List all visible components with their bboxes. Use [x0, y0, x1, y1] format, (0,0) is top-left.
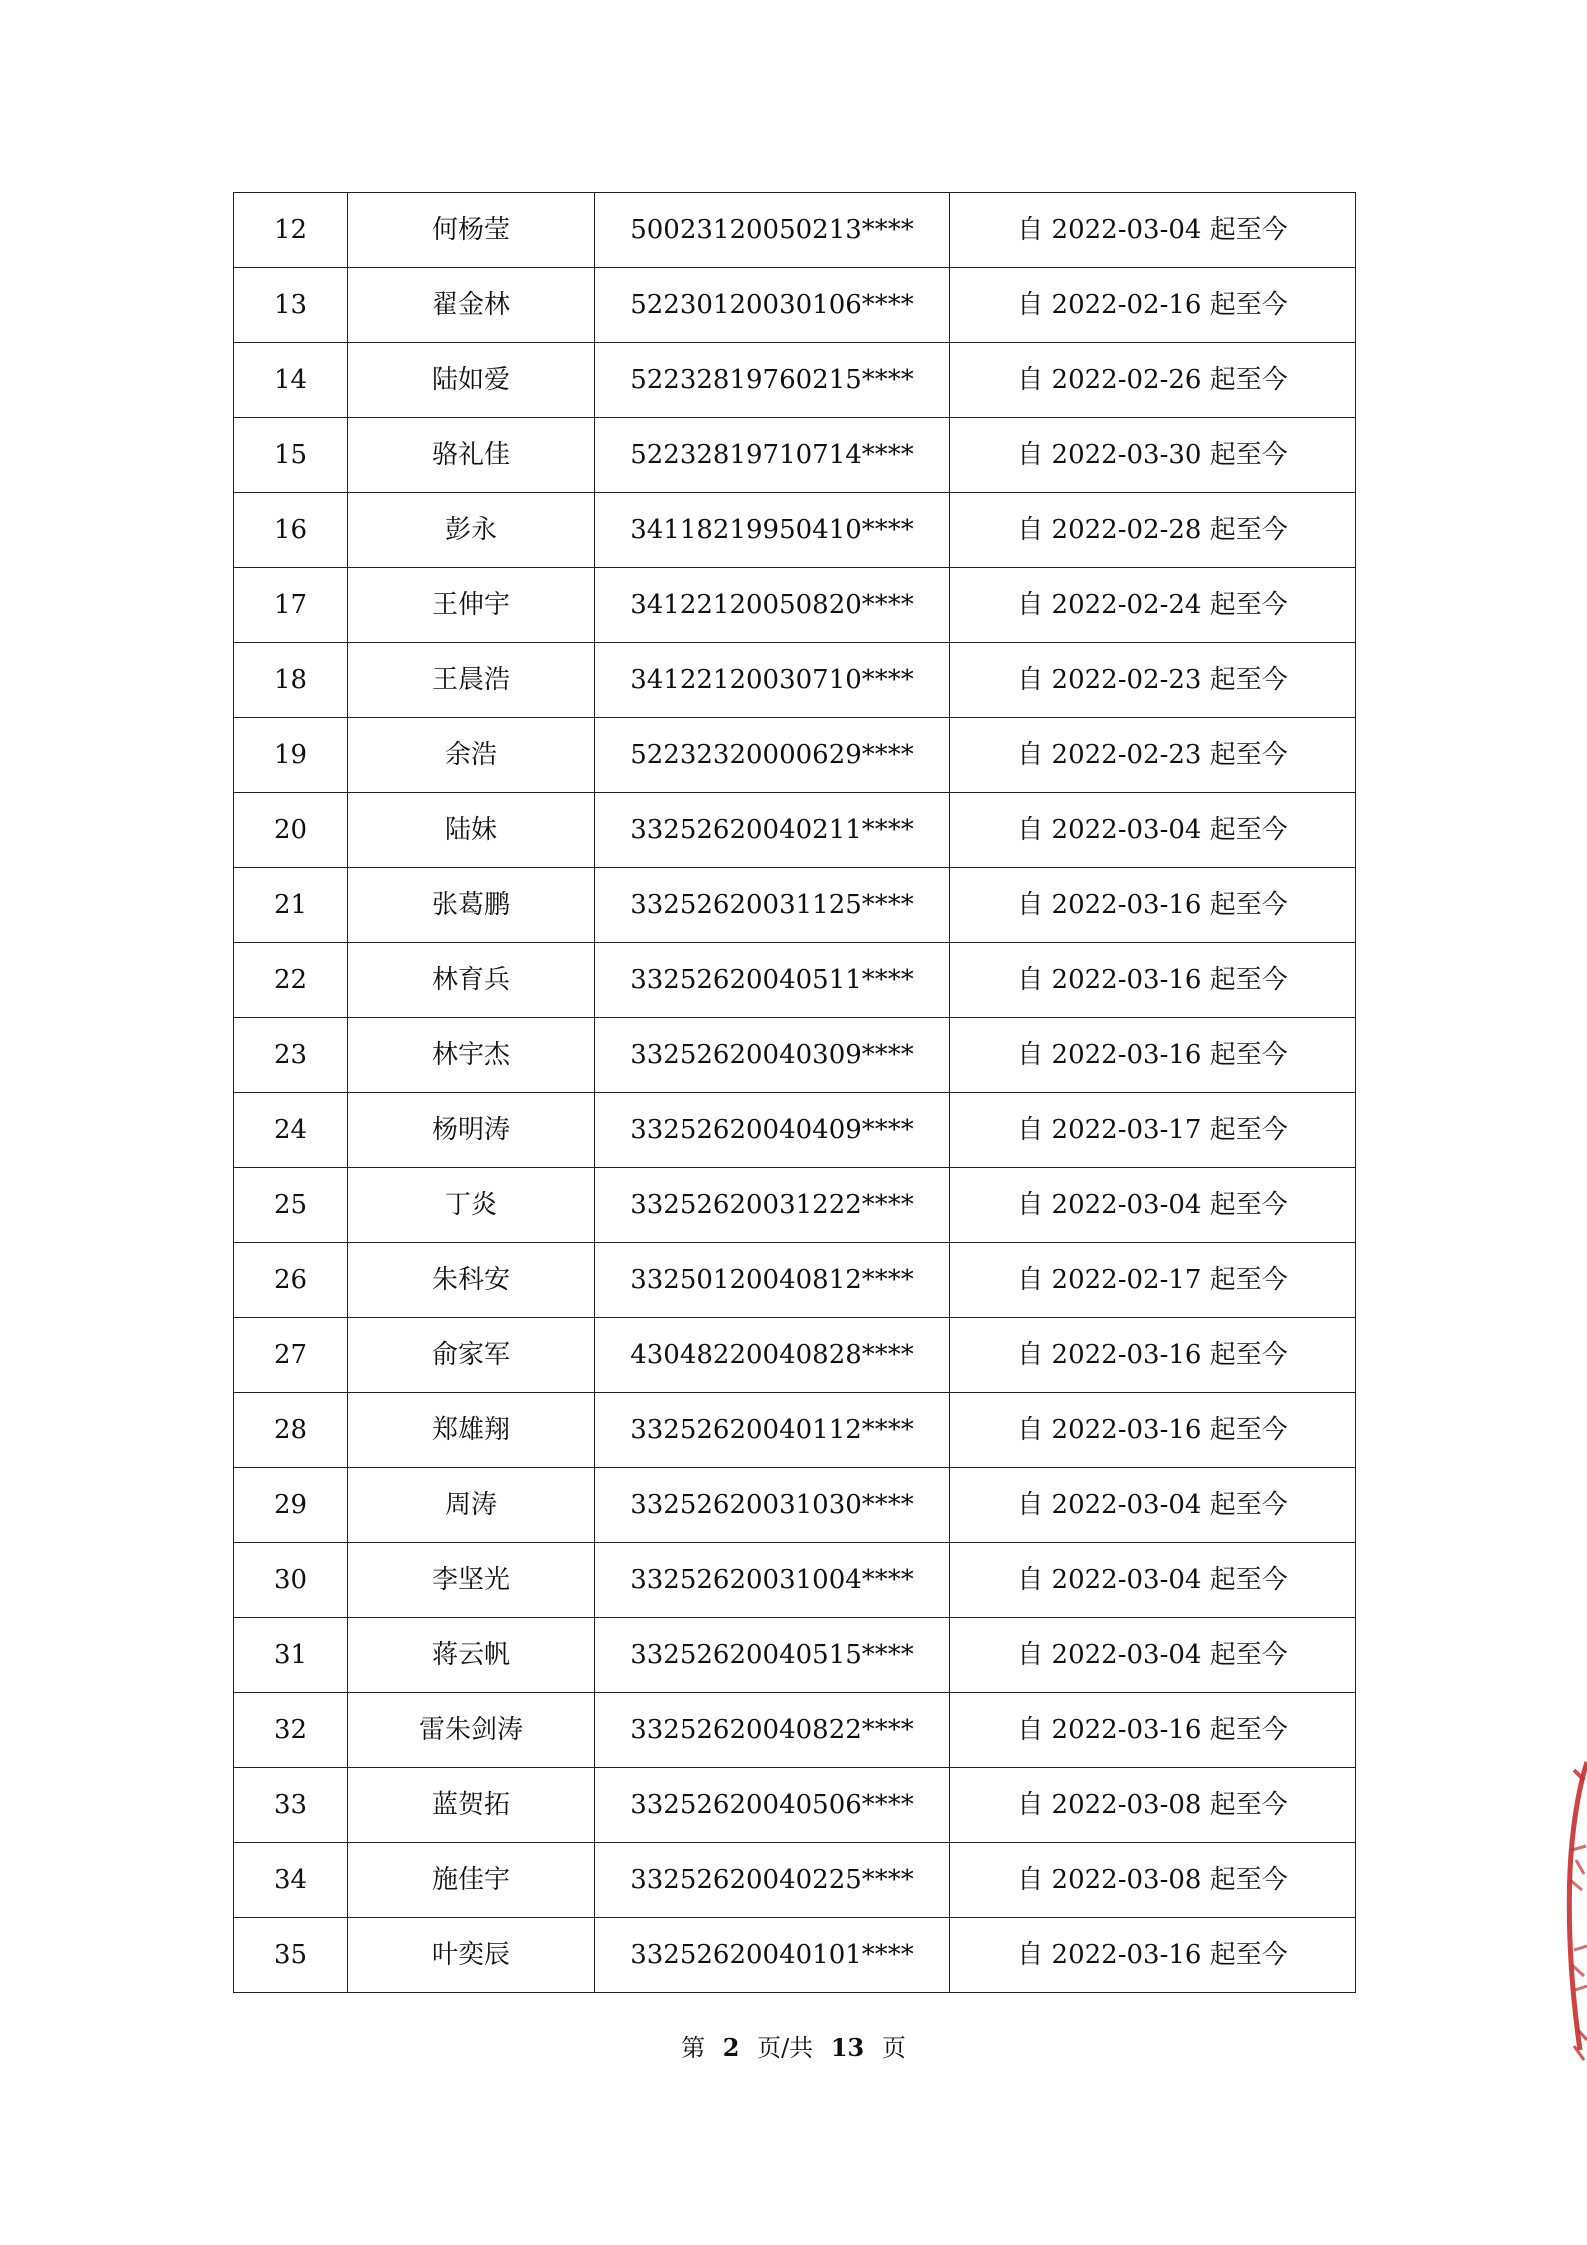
- id-number-cell: 34122120030710****: [595, 643, 950, 718]
- row-number-cell: 30: [234, 1543, 348, 1618]
- table-row: [234, 1918, 1356, 1993]
- row-number-cell: 33: [234, 1768, 348, 1843]
- id-number-cell: 33252620040511****: [595, 943, 950, 1018]
- period-cell: 自 2022-03-04 起至今: [950, 1543, 1356, 1618]
- table-row: [234, 868, 1356, 943]
- row-number-cell: 18: [234, 643, 348, 718]
- name-cell: 叶奕辰: [348, 1918, 595, 1993]
- footer-prefix: 第: [681, 2034, 706, 2062]
- name-cell: 杨明涛: [348, 1093, 595, 1168]
- table-row: [234, 718, 1356, 793]
- period-cell: 自 2022-03-04 起至今: [950, 1168, 1356, 1243]
- period-cell: 自 2022-03-08 起至今: [950, 1768, 1356, 1843]
- id-number-cell: 34118219950410****: [595, 493, 950, 568]
- period-cell: 自 2022-03-16 起至今: [950, 1318, 1356, 1393]
- name-cell: 蓝贺拓: [348, 1768, 595, 1843]
- period-cell: 自 2022-02-23 起至今: [950, 643, 1356, 718]
- table-row: [234, 193, 1356, 268]
- name-cell: 朱科安: [348, 1243, 595, 1318]
- id-number-cell: 33252620031030****: [595, 1468, 950, 1543]
- name-cell: 陆如爱: [348, 343, 595, 418]
- table-row: [234, 568, 1356, 643]
- row-number-cell: 27: [234, 1318, 348, 1393]
- table-row: [234, 418, 1356, 493]
- period-cell: 自 2022-02-17 起至今: [950, 1243, 1356, 1318]
- id-number-cell: 33252620031222****: [595, 1168, 950, 1243]
- row-number-cell: 21: [234, 868, 348, 943]
- row-number-cell: 24: [234, 1093, 348, 1168]
- name-cell: 翟金林: [348, 268, 595, 343]
- footer-middle: 页/共: [757, 2034, 814, 2062]
- row-number-cell: 15: [234, 418, 348, 493]
- row-number-cell: 23: [234, 1018, 348, 1093]
- period-cell: 自 2022-02-23 起至今: [950, 718, 1356, 793]
- id-number-cell: 33252620040211****: [595, 793, 950, 868]
- name-cell: 陆妹: [348, 793, 595, 868]
- row-number-cell: 25: [234, 1168, 348, 1243]
- period-cell: 自 2022-03-16 起至今: [950, 1918, 1356, 1993]
- table-row: [234, 493, 1356, 568]
- table-row: [234, 1243, 1356, 1318]
- id-number-cell: 33252620040112****: [595, 1393, 950, 1468]
- id-number-cell: 52232320000629****: [595, 718, 950, 793]
- name-cell: 蒋云帆: [348, 1618, 595, 1693]
- period-cell: 自 2022-03-16 起至今: [950, 1693, 1356, 1768]
- name-cell: 林宇杰: [348, 1018, 595, 1093]
- name-cell: 周涛: [348, 1468, 595, 1543]
- period-cell: 自 2022-03-04 起至今: [950, 1618, 1356, 1693]
- id-number-cell: 33252620031004****: [595, 1543, 950, 1618]
- period-cell: 自 2022-03-04 起至今: [950, 793, 1356, 868]
- roster-table: [233, 192, 1356, 1993]
- id-number-cell: 33250120040812****: [595, 1243, 950, 1318]
- period-cell: 自 2022-03-17 起至今: [950, 1093, 1356, 1168]
- name-cell: 余浩: [348, 718, 595, 793]
- period-cell: 自 2022-02-28 起至今: [950, 493, 1356, 568]
- period-cell: 自 2022-03-04 起至今: [950, 193, 1356, 268]
- row-number-cell: 19: [234, 718, 348, 793]
- table-row: [234, 1018, 1356, 1093]
- table-row: [234, 1093, 1356, 1168]
- period-cell: 自 2022-03-16 起至今: [950, 868, 1356, 943]
- row-number-cell: 29: [234, 1468, 348, 1543]
- id-number-cell: 33252620040225****: [595, 1843, 950, 1918]
- footer-total-pages: 13: [830, 2033, 865, 2062]
- table-row: [234, 1468, 1356, 1543]
- id-number-cell: 33252620040515****: [595, 1618, 950, 1693]
- period-cell: 自 2022-03-16 起至今: [950, 1393, 1356, 1468]
- name-cell: 彭永: [348, 493, 595, 568]
- name-cell: 雷朱剑涛: [348, 1693, 595, 1768]
- row-number-cell: 20: [234, 793, 348, 868]
- period-cell: 自 2022-03-30 起至今: [950, 418, 1356, 493]
- row-number-cell: 26: [234, 1243, 348, 1318]
- id-number-cell: 52232819710714****: [595, 418, 950, 493]
- period-cell: 自 2022-03-04 起至今: [950, 1468, 1356, 1543]
- period-cell: 自 2022-02-24 起至今: [950, 568, 1356, 643]
- name-cell: 施佳宇: [348, 1843, 595, 1918]
- table-row: [234, 1168, 1356, 1243]
- table-row: [234, 1618, 1356, 1693]
- id-number-cell: 33252620040506****: [595, 1768, 950, 1843]
- id-number-cell: 33252620040822****: [595, 1693, 950, 1768]
- table-row: [234, 343, 1356, 418]
- name-cell: 王晨浩: [348, 643, 595, 718]
- table-row: [234, 268, 1356, 343]
- row-number-cell: 22: [234, 943, 348, 1018]
- id-number-cell: 33252620040101****: [595, 1918, 950, 1993]
- id-number-cell: 33252620031125****: [595, 868, 950, 943]
- table-row: [234, 1393, 1356, 1468]
- table-row: [234, 643, 1356, 718]
- name-cell: 丁炎: [348, 1168, 595, 1243]
- id-number-cell: 33252620040309****: [595, 1018, 950, 1093]
- id-number-cell: 52232819760215****: [595, 343, 950, 418]
- period-cell: 自 2022-02-26 起至今: [950, 343, 1356, 418]
- table-row: [234, 1693, 1356, 1768]
- row-number-cell: 14: [234, 343, 348, 418]
- footer-suffix: 页: [881, 2034, 906, 2062]
- name-cell: 郑雄翔: [348, 1393, 595, 1468]
- row-number-cell: 34: [234, 1843, 348, 1918]
- name-cell: 李坚光: [348, 1543, 595, 1618]
- row-number-cell: 13: [234, 268, 348, 343]
- table-row: [234, 1843, 1356, 1918]
- period-cell: 自 2022-03-16 起至今: [950, 943, 1356, 1018]
- name-cell: 骆礼佳: [348, 418, 595, 493]
- period-cell: 自 2022-03-08 起至今: [950, 1843, 1356, 1918]
- seal-stamp-icon: [1560, 1750, 1587, 2070]
- id-number-cell: 33252620040409****: [595, 1093, 950, 1168]
- period-cell: 自 2022-03-16 起至今: [950, 1018, 1356, 1093]
- table-row: [234, 943, 1356, 1018]
- name-cell: 俞家军: [348, 1318, 595, 1393]
- row-number-cell: 32: [234, 1693, 348, 1768]
- row-number-cell: 17: [234, 568, 348, 643]
- table-row: [234, 1543, 1356, 1618]
- table-row: [234, 1318, 1356, 1393]
- id-number-cell: 43048220040828****: [595, 1318, 950, 1393]
- id-number-cell: 34122120050820****: [595, 568, 950, 643]
- roster-table-body: [234, 193, 1356, 1993]
- name-cell: 张葛鹏: [348, 868, 595, 943]
- table-row: [234, 1768, 1356, 1843]
- name-cell: 王伸宇: [348, 568, 595, 643]
- table-row: [234, 793, 1356, 868]
- row-number-cell: 28: [234, 1393, 348, 1468]
- name-cell: 林育兵: [348, 943, 595, 1018]
- id-number-cell: 52230120030106****: [595, 268, 950, 343]
- row-number-cell: 35: [234, 1918, 348, 1993]
- name-cell: 何杨莹: [348, 193, 595, 268]
- footer-page-number: 2: [722, 2033, 740, 2062]
- row-number-cell: 16: [234, 493, 348, 568]
- row-number-cell: 12: [234, 193, 348, 268]
- page-footer: [0, 2028, 1587, 2063]
- red-seal-stamp-edge: [1560, 1750, 1587, 2070]
- period-cell: 自 2022-02-16 起至今: [950, 268, 1356, 343]
- id-number-cell: 50023120050213****: [595, 193, 950, 268]
- row-number-cell: 31: [234, 1618, 348, 1693]
